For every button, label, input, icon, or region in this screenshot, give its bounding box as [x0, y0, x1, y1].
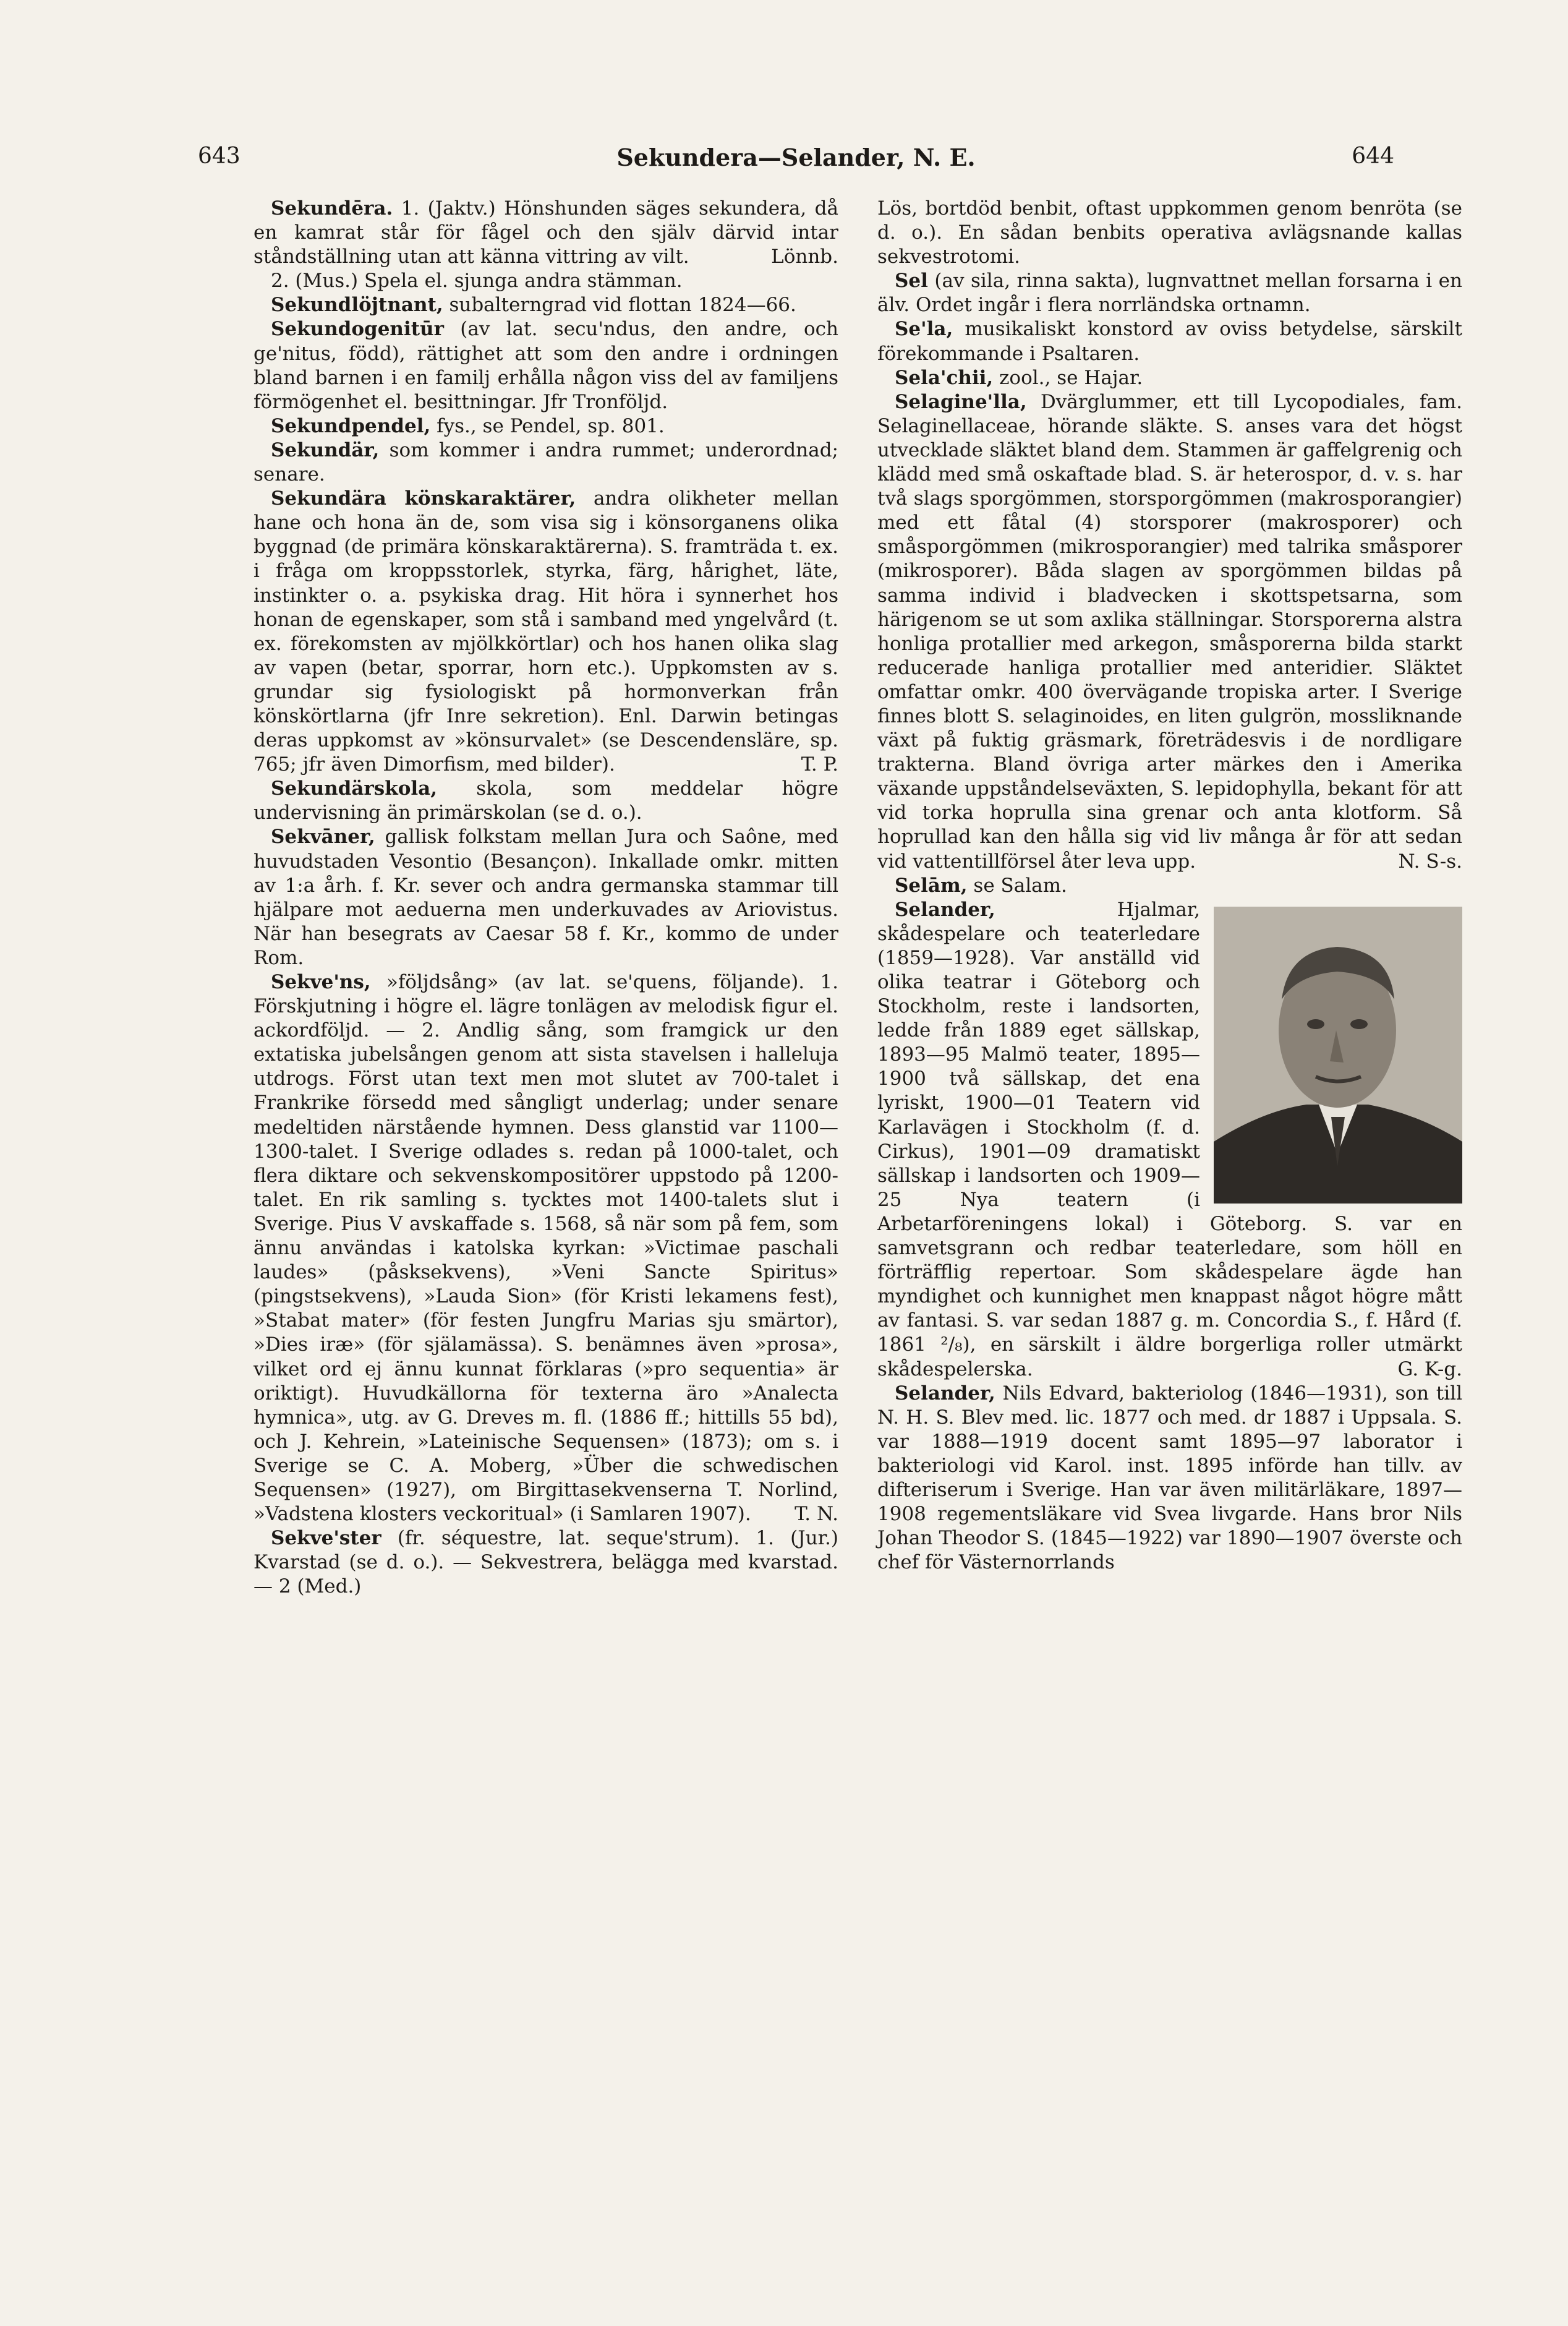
entry-headword: Selander, [895, 1382, 995, 1405]
entry [877, 1382, 1462, 1575]
entry-text: gallisk folkstam mellan Jura och Saône, med huvudstaden Vesontio (Besançon). Inkallade omkr. mitten av 1:a årh. f. Kr. sever och andra germanska stammar till hjälpare mot aeduerna men underkuvades av Ariovistus. När han besegrats av Caesar 58 f. Kr., kommo de under Rom. [254, 826, 838, 969]
entry-headword: Sekundlöjtnant, [271, 294, 443, 317]
entry [877, 390, 1462, 874]
entry [877, 269, 1462, 317]
entry-text: musikaliskt konstord av oviss betydelse, särskilt förekommande i Psaltaren. [877, 318, 1462, 365]
entry-headword: Sekundära könskaraktärer, [271, 487, 576, 510]
entry [254, 197, 838, 269]
entry-text: se Salam. [967, 874, 1067, 897]
entry-text: fys., se Pendel, sp. 801. [430, 414, 665, 437]
entry-signature: Lönnb. [771, 246, 838, 268]
entry-selander-hjalmar [877, 898, 1462, 1382]
right-column-entries-bottom [877, 1382, 1462, 1575]
entry [877, 197, 1462, 269]
page-header [198, 143, 1394, 181]
entry-signature: T. N. [795, 1503, 838, 1526]
entry-headword: Se'la, [895, 318, 953, 341]
entry [254, 487, 838, 777]
entry-headword: Selām, [895, 874, 968, 897]
entry-text: Dvärglummer, ett till Lycopodiales, fam. Selaginellaceae, hörande släkte. S. anses vara det högst utvecklade släktet bland dem. Stammen är gaffelgrenig och klädd med små oskaftade blad. S. är heterospor, d. v. s. har två slags sporgömmen, storsporgömmen (makrosporangier) med ett fåtal (4) storsporer (makrosporer) och småsporgömmen (mikrosporangier) med talrika småsporer (mikrosporer). Båda slagen av sporgömmen bildas på samma individ i bladvecken i skottspetsarna, som härigenom se ut som axlika ställningar. Storsporerna alstra honliga protallier med arkegon, småsporerna bilda starkt reducerade hanliga protallier med anteridier. Släktet omfattar omkr. 400 övervägande tropiska arter. I Sverige finnes blott S. selaginoides, en liten gulgrön, mossliknande växt på fuktig gräsmark, företrädesvis i de nordligare trakterna. Bland övriga arter märkes den i Amerika växande uppståndelseväxten, S. lepidophylla, bekant för att vid torka hoprulla sina grenar och anta klotform. Så hoprullad kan den hålla sig vid liv många år för att sedan vid vattentillförsel åter leva upp. [877, 390, 1462, 873]
entry-text: »följdsång» (av lat. se'quens, följande). 1. Förskjutning i högre el. lägre tonlägen av melodisk figur el. ackordföljd. — 2. Andlig sång, som framgick ur den extatiska jubelsången genom att sista stavelsen i halleluja utdrogs. Först utan text men mot slutet av 700-talet i Frankrike försedd med sångligt underlag; under senare medeltiden närstående hymnen. Dess glanstid var 1100—1300-talet. I Sverige odlades s. redan på 1000-talet, och flera diktare och sekvenskompositörer uppstodo på 1200-talet. En rik samling s. tycktes mot 1400-talets slut i Sverige. Pius V avskaffade s. 1568, så när som på fem, som ännu användas i katolska kyrkan: »Victimae paschali laudes» (påsksekvens), »Veni Sancte Spiritus» (pingstsekvens), »Lauda Sion» (för Kristi lekamens fest), »Stabat mater» (för festen Jungfru Marias sju smärtor), »Dies iræ» (för själamässa). S. benämnes även »prosa», vilket ord ej ännu kunnat förklaras (»pro sequentia» är oriktigt). Huvudkällorna för texterna äro »Analecta hymnica», utg. av G. Dreves m. fl. (1886 ff.; hittills 55 bd), och J. Kehrein, »Lateinische Sequensen» (1873); om s. i Sverige se C. A. Moberg, »Über die schwedischen Sequensen» (1927), om Birgittasekvenserna T. Norlind, »Vadstena klosters veckoritual» (i Samlaren 1907). [254, 971, 838, 1526]
entry [877, 317, 1462, 366]
entry-headword: Sekundogenitūr [271, 318, 444, 341]
entry [254, 269, 838, 293]
entry-headword: Sekundärskola, [271, 777, 438, 800]
page-number-right: 644 [1352, 143, 1394, 169]
entry-signature: G. K-g. [1397, 1358, 1462, 1380]
running-title: Sekundera—Selander, N. E. [616, 143, 976, 171]
left-column [254, 197, 838, 1599]
entry-signature: T. P. [801, 753, 838, 776]
entry [254, 438, 838, 487]
entry [254, 825, 838, 970]
entry-text: som kommer i andra rummet; underordnad; senare. [254, 438, 838, 486]
page-number-left: 643 [198, 143, 241, 169]
entry [254, 777, 838, 825]
entry-text: (fr. séquestre, lat. seque'strum). 1. (Jur.) Kvarstad (se d. o.). — Sekvestrera, belägga med kvarstad. — 2 (Med.) [254, 1527, 838, 1598]
entry-text: (av sila, rinna sakta), lugnvattnet mellan forsarna i en älv. Ordet ingår i flera norrländska ortnamn. [877, 270, 1462, 317]
entry [254, 414, 838, 438]
entry-headword: Sekvāner, [271, 826, 375, 849]
entry-text: 2. (Mus.) Spela el. sjunga andra stämman. [271, 270, 683, 293]
entry-text: 1. (Jaktv.) Hönshunden säges sekundera, då en kamrat står för fågel och den själv därvid intar ståndställning utan att känna vittring av vilt. [254, 197, 838, 268]
entry [254, 1526, 838, 1599]
entry-headword: Sekundär, [271, 438, 380, 461]
entry-signature: N. S-s. [1398, 850, 1462, 873]
entry-text: Nils Edvard, bakteriolog (1846—1931), son till N. H. S. Blev med. lic. 1877 och med. dr 1887 i Uppsala. S. var 1888—1919 docent samt 1895—97 laborator i bakteriologi vid Karol. inst. 1895 införde han tillv. av difteriserum i Sverige. Han var även militärläkare, 1897—1908 regementsläkare vid Svea livgarde. Hans bror Nils Johan Theodor S. (1845—1922) var 1890—1907 överste och chef för Västernorrlands [877, 1382, 1462, 1574]
entry [877, 874, 1462, 898]
portrait-photo [1214, 907, 1462, 1204]
entry-text: Lös, bortdöd benbit, oftast uppkommen genom benröta (se d. o.). En sådan benbits operativa avlägsnande kallas sekvestrotomi. [877, 197, 1462, 268]
entry-text: skola, som meddelar högre undervisning än primärskolan (se d. o.). [254, 777, 838, 824]
entry-headword: Sel [895, 270, 928, 293]
entry-text: Hjalmar, skådespelare och teaterledare (1859—1928). Var anställd vid olika teatrar i Göteborg och Stockholm, reste i landsorten, ledde från 1889 eget sällskap, 1893—95 Malmö teater, 1895—1900 två sällskap, det ena lyriskt, 1900—01 Teatern vid Karlavägen i Stockholm (f. d. Cirkus), 1901—09 dramatiskt sällskap i landsorten och 1909—25 Nya teatern (i Arbetarföreningens lokal) i Göteborg. S. var en samvetsgrann och redbar teaterledare, som höll en förträfflig repertoar. Som skådespelare ägde han myndighet och kunnighet men knappast något högre mått av fantasi. S. var sedan 1887 g. m. Concordia S., f. Hård (f. 1861 ²/₈), en särskilt i äldre borgerliga roller utmärkt skådespelerska. [877, 898, 1462, 1380]
entry-headword: Sekve'ster [271, 1527, 381, 1550]
entry [254, 293, 838, 317]
entry-text: subalterngrad vid flottan 1824—66. [443, 294, 796, 317]
right-column-entries-top [877, 197, 1462, 898]
entry [877, 366, 1462, 390]
right-column [877, 197, 1462, 1575]
entry [254, 317, 838, 414]
entry-headword: Selagine'lla, [895, 390, 1027, 413]
entry-headword: Sekundpendel, [271, 414, 431, 437]
entry-text: andra olikheter mellan hane och hona än de, som visa sig i könsorganens olika byggnad (de primära könskaraktärerna). S. framträda t. ex. i fråga om kroppsstorlek, styrka, färg, hårighet, läte, instinkter o. a. psykiska drag. Hit höra i synnerhet hos honan de egenskaper, som stå i samband med yngelvård (t. ex. förekomsten av mjölkkörtlar) och hos hanen olika slag av vapen (betar, sporrar, horn etc.). Uppkomsten av s. grundar sig fysiologiskt på hormonverkan från könskörtlarna (jfr Inre sekretion). Enl. Darwin betingas deras uppkomst av »könsurvalet» (se Descendensläre, sp. 765; jfr även Dimorfism, med bilder). [254, 487, 838, 776]
entry-headword: Sela'chii, [895, 366, 994, 389]
entry-text: zool., se Hajar. [993, 366, 1143, 389]
entry-text: (av lat. secu'ndus, den andre, och ge'nitus, född), rättighet att som den andre i ordningen bland barnen i en familj erhålla någon viss del av familjens förmögenhet el. besittningar. Jfr Tronföljd. [254, 318, 838, 413]
entry-headword: Selander, [895, 898, 995, 921]
entry-headword: Sekundēra. [271, 197, 393, 220]
entry-headword: Sekve'ns, [271, 971, 371, 993]
entry [254, 970, 838, 1526]
